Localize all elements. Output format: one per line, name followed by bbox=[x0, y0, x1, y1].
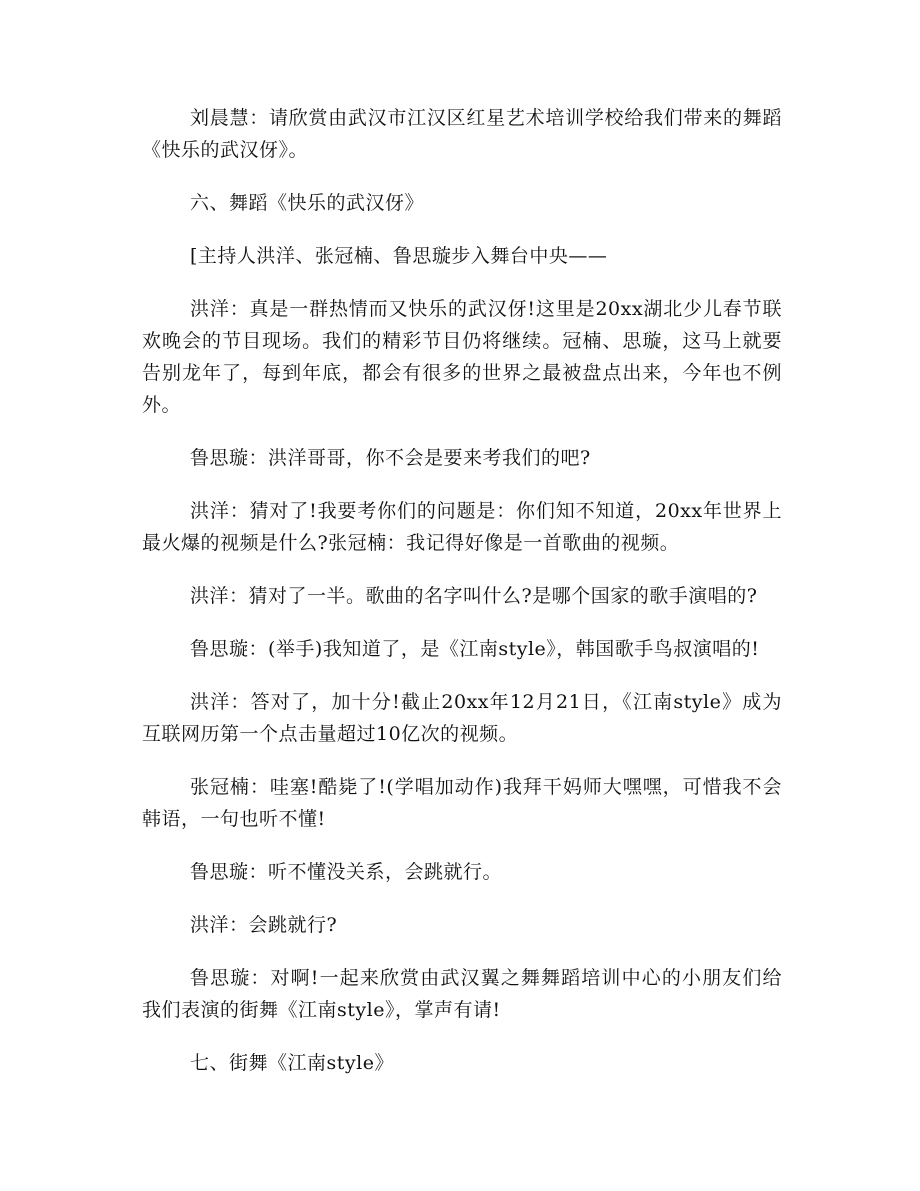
paragraph-11: 鲁思璇：听不懂没关系，会跳就行。 bbox=[190, 861, 503, 883]
section-heading-7: 七、街舞《江南style》 bbox=[190, 1052, 394, 1074]
paragraph-1: 刘晨慧：请欣赏由武汉市江汉区红星艺术培训学校给我们带来的舞蹈《快乐的武汉伢》。 bbox=[142, 107, 782, 161]
document-body bbox=[142, 102, 782, 1100]
paragraph-8: 鲁思璇：(举手)我知道了，是《江南style》，韩国歌手鸟叔演唱的! bbox=[190, 638, 760, 660]
paragraph-9: 洪洋：答对了，加十分!截止20xx年12月21日，《江南style》成为互联网历第一个点击量超过10亿次的视频。 bbox=[142, 691, 782, 745]
paragraph-7: 洪洋：猜对了一半。歌曲的名字叫什么?是哪个国家的歌手演唱的? bbox=[190, 585, 758, 607]
paragraph-12: 洪洋：会跳就行? bbox=[190, 914, 338, 936]
paragraph-10: 张冠楠：哇塞!酷毙了!(学唱加动作)我拜干妈师大嘿嘿，可惜我不会韩语，一句也听不懂! bbox=[142, 776, 782, 830]
paragraph-5: 鲁思璇：洪洋哥哥，你不会是要来考我们的吧? bbox=[190, 447, 591, 469]
paragraph-6: 洪洋：猜对了!我要考你们的问题是：你们知不知道，20xx年世界上最火爆的视频是什么?张冠楠：我记得好像是一首歌曲的视频。 bbox=[142, 500, 782, 554]
paragraph-13: 鲁思璇：对啊!一起来欣赏由武汉翼之舞舞蹈培训中心的小朋友们给我们表演的街舞《江南style》，掌声有请! bbox=[142, 967, 782, 1021]
section-heading-6: 六、舞蹈《快乐的武汉伢》 bbox=[190, 192, 425, 214]
paragraph-4: 洪洋：真是一群热情而又快乐的武汉伢!这里是20xx湖北少儿春节联欢晚会的节目现场。我们的精彩节目仍将继续。冠楠、思璇，这马上就要告别龙年了，每到年底，都会有很多的世界之最被盘点出来，今年也不例外。 bbox=[142, 298, 782, 416]
stage-direction: [主持人洪洋、张冠楠、鲁思璇步入舞台中央—— bbox=[190, 245, 608, 267]
